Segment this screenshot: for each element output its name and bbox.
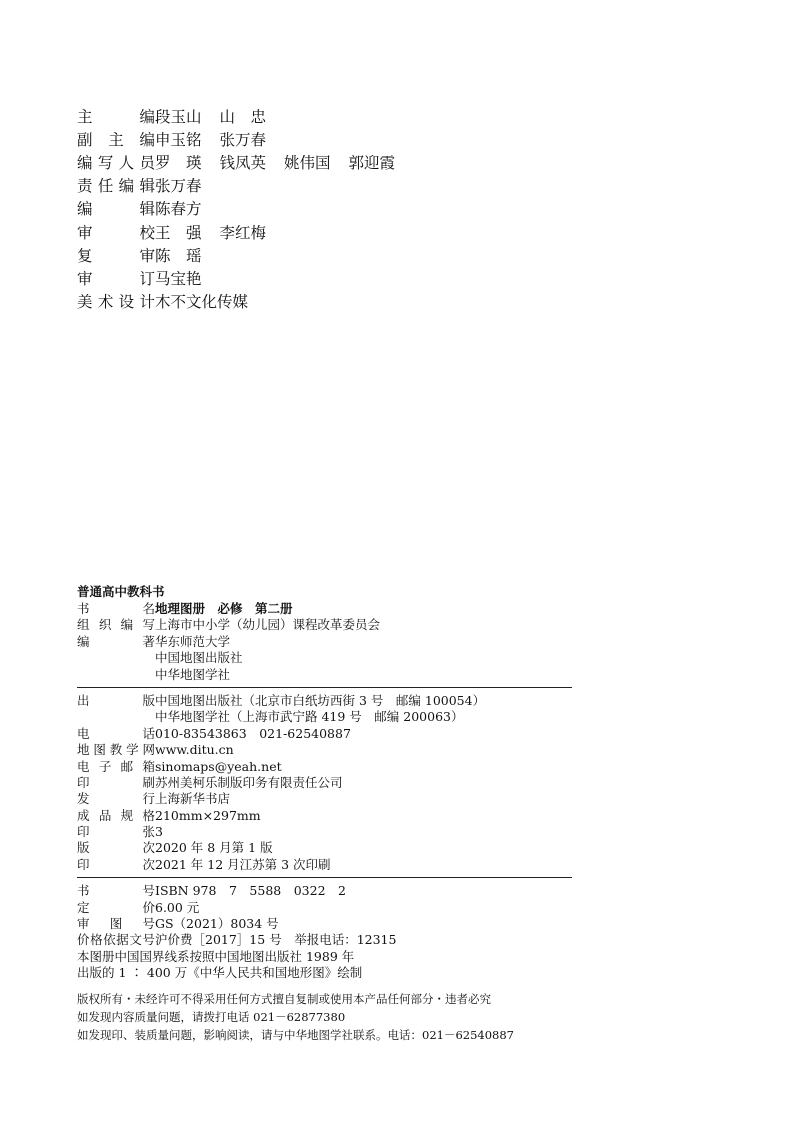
credit-role-char: 辑 xyxy=(139,177,155,196)
colophon-value: GS（2021）8034 号 xyxy=(155,916,279,932)
colophon-label-char: 图 xyxy=(109,916,123,932)
colophon-label-char: 图 xyxy=(93,742,106,758)
credit-row xyxy=(77,197,413,220)
credit-name: 木不文化传媒 xyxy=(155,293,249,312)
colophon-label-char: 价 xyxy=(77,932,90,948)
colophon-label-char: 次 xyxy=(142,840,155,856)
colophon-label-char: 箱 xyxy=(142,758,155,774)
credit-names xyxy=(155,244,220,266)
colophon-label xyxy=(77,634,155,650)
credit-name: 罗 瑛 xyxy=(155,153,202,172)
credit-name: 张万春 xyxy=(155,177,202,196)
colophon-value: 中国地图出版社 xyxy=(155,650,243,666)
colophon-label xyxy=(77,601,155,617)
colophon-value: 2020 年 8 月第 1 版 xyxy=(155,840,273,856)
colophon-value: 3 xyxy=(155,824,163,840)
colophon-label xyxy=(77,726,155,742)
colophon-label-char: 号 xyxy=(142,916,155,932)
colophon-label-char: 邮 xyxy=(120,758,134,774)
credit-names xyxy=(155,290,266,312)
credit-name: 郭迎霞 xyxy=(348,153,396,172)
credit-role-char: 主 xyxy=(108,130,124,149)
colophon-label-char: 书 xyxy=(77,883,90,899)
colophon-label-char: 网 xyxy=(142,742,155,758)
colophon-row xyxy=(77,900,572,916)
colophon-label-char: 组 xyxy=(77,617,90,633)
colophon-label-char: 号 xyxy=(142,932,155,948)
colophon-label xyxy=(77,900,155,916)
colophon-row xyxy=(77,824,572,840)
credit-names xyxy=(155,174,220,196)
credit-role-char: 编 xyxy=(139,130,155,149)
boundary-note-line-1: 本图册中国国界线系按照中国地图出版社 1989 年 xyxy=(77,948,355,964)
colophon-value: 上海新华书店 xyxy=(155,791,231,807)
credit-names xyxy=(155,151,413,173)
colophon-label-char: 出 xyxy=(77,692,90,708)
colophon-row xyxy=(77,667,572,683)
credit-name: 陈春方 xyxy=(155,200,202,219)
colophon-label-char: 电 xyxy=(77,758,90,774)
colophon-label xyxy=(77,709,155,725)
copyright-colophon xyxy=(77,582,572,1044)
publish-info-block xyxy=(77,693,572,873)
credit-role-char: 辑 xyxy=(139,200,155,219)
colophon-label-char: 子 xyxy=(98,758,112,774)
colophon-label-char: 刷 xyxy=(142,774,155,790)
colophon-row xyxy=(77,883,572,899)
credit-names xyxy=(155,221,284,243)
credit-row xyxy=(77,150,413,173)
notice-content-quality: 如发现内容质量问题，请拨打电话 021－62877380 xyxy=(77,1009,346,1024)
credit-role xyxy=(77,221,155,243)
colophon-row xyxy=(77,932,572,948)
colophon-label-char: 著 xyxy=(142,633,155,649)
colophon-row xyxy=(77,617,572,633)
credit-role-char: 审 xyxy=(77,223,93,242)
colophon-value: 地理图册 必修 第二册 xyxy=(155,601,293,616)
notice-block xyxy=(77,990,572,1044)
colophon-label xyxy=(77,693,155,709)
colophon-row xyxy=(77,726,572,742)
colophon-label xyxy=(77,857,155,873)
colophon-row xyxy=(77,808,572,824)
credit-role-char: 审 xyxy=(139,246,155,265)
series-title: 普通高中教科书 xyxy=(77,584,165,599)
credit-role xyxy=(77,267,155,289)
colophon-row xyxy=(77,916,572,932)
colophon-label xyxy=(77,667,155,683)
colophon-row xyxy=(77,791,572,807)
colophon-label-char: 编 xyxy=(120,617,134,633)
colophon-row xyxy=(77,601,572,617)
book-info-block xyxy=(77,601,572,683)
colophon-row xyxy=(77,709,572,725)
colophon-label-char: 依 xyxy=(103,932,116,948)
colophon-label-char: 写 xyxy=(142,617,155,633)
colophon-label-char: 印 xyxy=(77,774,90,790)
divider-2 xyxy=(77,877,572,878)
credit-role-char: 校 xyxy=(139,223,155,242)
colophon-value: 010-83543863 021-62540887 xyxy=(155,725,351,741)
colophon-label-char: 定 xyxy=(77,899,90,915)
colophon-label xyxy=(77,840,155,856)
credit-name: 陈 瑶 xyxy=(155,246,202,265)
colophon-label-char: 文 xyxy=(129,932,142,948)
credit-role xyxy=(77,174,155,196)
colophon-value: 中国地图出版社（北京市白纸坊西街 3 号 邮编 100054） xyxy=(155,692,486,708)
colophon-value: 苏州美柯乐制版印务有限责任公司 xyxy=(155,774,343,790)
colophon-value: ISBN 978 7 5588 0322 2 xyxy=(155,883,346,899)
colophon-row xyxy=(77,650,572,666)
colophon-row xyxy=(77,759,572,775)
credit-name: 李红梅 xyxy=(219,223,267,242)
credit-role-char: 订 xyxy=(139,269,155,288)
colophon-label-char: 规 xyxy=(120,807,134,823)
colophon-value: 210mm×297mm xyxy=(155,807,261,823)
colophon-value: 中华地图学社（上海市武宁路 419 号 邮编 200063） xyxy=(155,709,464,725)
colophon-label-char: 品 xyxy=(98,807,112,823)
credit-role xyxy=(77,290,155,312)
credit-role-char: 任 xyxy=(97,177,114,196)
colophon-label-char: 格 xyxy=(90,932,103,948)
credit-name: 申玉铭 xyxy=(155,130,202,149)
colophon-label xyxy=(77,775,155,791)
credit-name: 山 忠 xyxy=(219,107,267,126)
notice-print-quality: 如发现印、装质量问题，影响阅读，请与中华地图学社联系。电话：021－62540887 xyxy=(77,1027,514,1042)
colophon-label-char: 编 xyxy=(77,633,90,649)
colophon-row xyxy=(77,840,572,856)
colophon-row xyxy=(77,775,572,791)
credit-names xyxy=(155,105,284,127)
colophon-label xyxy=(77,916,155,932)
colophon-value: 上海市中小学（幼儿园）课程改革委员会 xyxy=(155,617,381,633)
colophon-label xyxy=(77,650,155,666)
colophon-label-char: 话 xyxy=(142,725,155,741)
credit-role-char: 副 xyxy=(77,130,93,149)
price-info-block xyxy=(77,883,572,949)
colophon-label-char: 电 xyxy=(77,725,90,741)
colophon-label-char: 织 xyxy=(98,617,112,633)
credit-names xyxy=(155,128,284,150)
colophon-label-char: 号 xyxy=(142,883,155,899)
colophon-value: 沪价费［2017］15 号 举报电话：12315 xyxy=(155,932,397,948)
credit-role xyxy=(77,197,155,219)
credit-role-char: 主 xyxy=(77,107,93,126)
colophon-label xyxy=(77,808,155,824)
colophon-label xyxy=(77,791,155,807)
colophon-label-char: 版 xyxy=(77,840,90,856)
colophon-row xyxy=(77,742,572,758)
credit-row xyxy=(77,104,413,127)
credit-role-char: 计 xyxy=(139,293,155,312)
credit-name: 段玉山 xyxy=(155,107,202,126)
colophon-label xyxy=(77,617,155,633)
credit-row xyxy=(77,290,413,313)
colophon-label-char: 地 xyxy=(77,742,90,758)
colophon-label-char: 版 xyxy=(142,692,155,708)
colophon-label-char: 张 xyxy=(142,824,155,840)
credit-name: 姚伟国 xyxy=(284,153,331,172)
credit-row xyxy=(77,266,413,289)
colophon-label-char: 审 xyxy=(77,916,90,932)
colophon-row xyxy=(77,693,572,709)
credit-role-char: 审 xyxy=(77,269,93,288)
credit-role-char: 设 xyxy=(118,293,135,312)
credit-row xyxy=(77,243,413,266)
credit-role-char: 责 xyxy=(77,177,93,196)
colophon-row xyxy=(77,857,572,873)
credit-role xyxy=(77,151,155,173)
colophon-label-char: 名 xyxy=(142,601,155,616)
editorial-credits xyxy=(77,104,413,313)
credit-name: 张万春 xyxy=(219,130,267,149)
credit-name: 钱凤英 xyxy=(219,153,267,172)
credit-names xyxy=(155,197,220,219)
colophon-label-char: 次 xyxy=(142,856,155,872)
credit-role-char: 编 xyxy=(139,107,155,126)
colophon-label-char: 成 xyxy=(77,807,90,823)
credit-role-char: 写 xyxy=(97,153,114,172)
colophon-label xyxy=(77,759,155,775)
credit-role-char: 编 xyxy=(77,153,93,172)
colophon-label-char: 印 xyxy=(77,856,90,872)
colophon-label-char: 行 xyxy=(142,791,155,807)
colophon-label-char: 印 xyxy=(77,824,90,840)
boundary-note-line-2: 出版的 1 ∶ 400 万《中华人民共和国地形图》绘制 xyxy=(77,965,363,981)
credit-row xyxy=(77,127,413,150)
colophon-value: 6.00 元 xyxy=(155,899,200,915)
credit-role-char: 编 xyxy=(77,200,93,219)
credit-role-char: 员 xyxy=(139,153,155,172)
credit-name: 马宝艳 xyxy=(155,269,202,288)
credit-role-char: 美 xyxy=(77,293,93,312)
notice-copyright: 版权所有・未经许可不得采用任何方式擅自复制或使用本产品任何部分・违者必究 xyxy=(77,991,491,1006)
credit-role-char: 术 xyxy=(97,293,114,312)
colophon-label-char: 格 xyxy=(142,807,155,823)
credit-row xyxy=(77,174,413,197)
credit-role xyxy=(77,128,155,150)
credit-name: 王 强 xyxy=(155,223,202,242)
colophon-value: 中华地图学社 xyxy=(155,666,231,682)
colophon-label-char: 据 xyxy=(116,932,129,948)
colophon-label-char: 学 xyxy=(126,742,139,758)
colophon-label-char: 发 xyxy=(77,791,90,807)
colophon-label xyxy=(77,932,155,948)
credit-role-char: 编 xyxy=(118,177,135,196)
colophon-label xyxy=(77,824,155,840)
divider-1 xyxy=(77,687,572,688)
colophon-label-char: 书 xyxy=(77,601,90,616)
colophon-value: 华东师范大学 xyxy=(155,633,231,649)
colophon-value: 2021 年 12 月江苏第 3 次印刷 xyxy=(155,856,331,872)
colophon-label-char: 价 xyxy=(142,899,155,915)
colophon-label-char: 教 xyxy=(109,742,123,758)
colophon-label xyxy=(77,883,155,899)
credit-role xyxy=(77,105,155,127)
credit-names xyxy=(155,267,220,289)
colophon-value: sinomaps@yeah.net xyxy=(155,758,282,774)
colophon-value: www.ditu.cn xyxy=(155,742,234,758)
colophon-label xyxy=(77,742,155,758)
credit-role-char: 复 xyxy=(77,246,93,265)
credit-role xyxy=(77,244,155,266)
colophon-row xyxy=(77,634,572,650)
credit-row xyxy=(77,220,413,243)
credit-role-char: 人 xyxy=(118,153,135,172)
